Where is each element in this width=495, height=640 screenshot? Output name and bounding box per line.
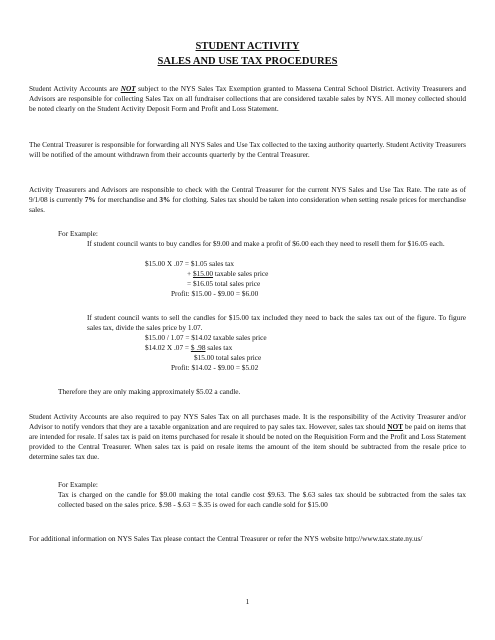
example-1-line-1: $15.00 X .07 = $1.05 sales tax [145,259,235,268]
title-line-1: STUDENT ACTIVITY [195,41,300,52]
example-1-line-2 [187,269,268,279]
p5-text-a: Student Activity Accounts are also required to pay NYS Sales Tax on all purchases made. It is the responsibility of the Activity Treasurer and/or Advisor to notify vendors that they are a taxable organization and are required to pay sales tax. However, sales tax should [29,412,466,432]
p3-merch-rate: 7% [84,195,96,205]
example-1-line-4: Profit: $15.00 - $9.00 = $6.00 [171,289,259,298]
p5-text-c: be paid on items that are intended for resale. If sales tax is paid on items purchased for resale it should be noted on the Requisition Form and the Profit and Loss Statement provided to the Central Treasurer. When sales tax is paid on resale items the amount of the item should be subtracted from the resale price to determine sales tax due. [29,422,467,462]
p1-text-a: Student Activity Accounts are [29,84,121,93]
paragraph-conclusion: Therefore they are only making approximately $5.02 a candle. [58,387,241,396]
p1-not-emphasis: NOT [120,84,136,93]
paragraph-purchases-tax [29,412,466,462]
paragraph-accounts-not-exempt [29,84,466,114]
example-1-label: For Example: [58,229,98,238]
paragraph-tax-rate [29,185,466,215]
paragraph-additional-info: For additional information on NYS Sales Tax please contact the Central Treasurer or refer the NYS website http://www.tax.state.ny.us/ [29,534,423,543]
ex2-l2-calc: $14.02 X .07 = [145,343,191,352]
example-3-text: Tax is charged on the candle for $9.00 making the total candle cost $9.63. The $.63 sales tax should be subtracted from the sales tax collected based on the sales price. $.98 - $.63 = $.35 is owed for each candle sold for $15.00 [58,490,466,510]
example-1-intro: If student council wants to buy candles for $9.00 and make a profit of $6.00 each they need to resell them for $16.05 each. [87,239,445,248]
example-2-line-1: $15.00 / 1.07 = $14.02 taxable sales price [145,333,267,342]
p3-text-c: for merchandise and [95,195,160,205]
example-2-line-3: $15.00 total sales price [194,353,262,362]
p5-not-emphasis: NOT [387,422,404,432]
ex2-l2-amount: $ .98 [190,343,206,352]
example-1-line-3: = $16.05 total sales price [187,279,261,288]
ex1-l2-amount: $15.00 [192,269,214,278]
example-3-label: For Example: [58,480,98,489]
paragraph-central-treasurer: The Central Treasurer is responsible for forwarding all NYS Sales and Use Tax collected to the taxing authority quarterly. Student Activity Treasurers will be notified of the amount withdrawn from their accounts quarterly by the Central Treasurer. [29,140,467,160]
p3-text-e: for clothing. Sales tax should be taken into consideration when setting resale prices for merchandise sales. [29,195,466,215]
ex1-l2-plus: + [187,269,193,278]
ex2-l2-label: sales tax [205,343,233,352]
ex1-l2-label: taxable sales price [213,269,269,278]
example-2-line-4: Profit: $14.02 - $9.00 = $5.02 [171,363,259,372]
p3-text-a: Activity Treasurers and Advisors are responsible to check with the Central Treasurer for the current NYS Sales and Use Tax Rate. The rate as of 9/1/08 is currently [29,185,466,205]
p1-text-c: subject to the NYS Sales Tax Exemption granted to Massena Central School District. Activity Treasurers and Advisors are responsible for collecting Sales Tax on all fundraiser collections that are considered taxable sales by NYS. All money collected should be noted clearly on the Student Activity Deposit Form and Profit and Loss Statement. [29,84,466,114]
p3-clothing-rate: 3% [159,195,171,205]
example-2-intro: If student council wants to sell the candles for $15.00 tax included they need to back the sales tax out of the figure. To figure sales tax, divide the sales price by 1.07. [87,313,466,333]
example-2-line-2 [145,343,232,353]
page-number: 1 [245,597,250,606]
title-line-2: SALES AND USE TAX PROCEDURES [157,56,338,67]
